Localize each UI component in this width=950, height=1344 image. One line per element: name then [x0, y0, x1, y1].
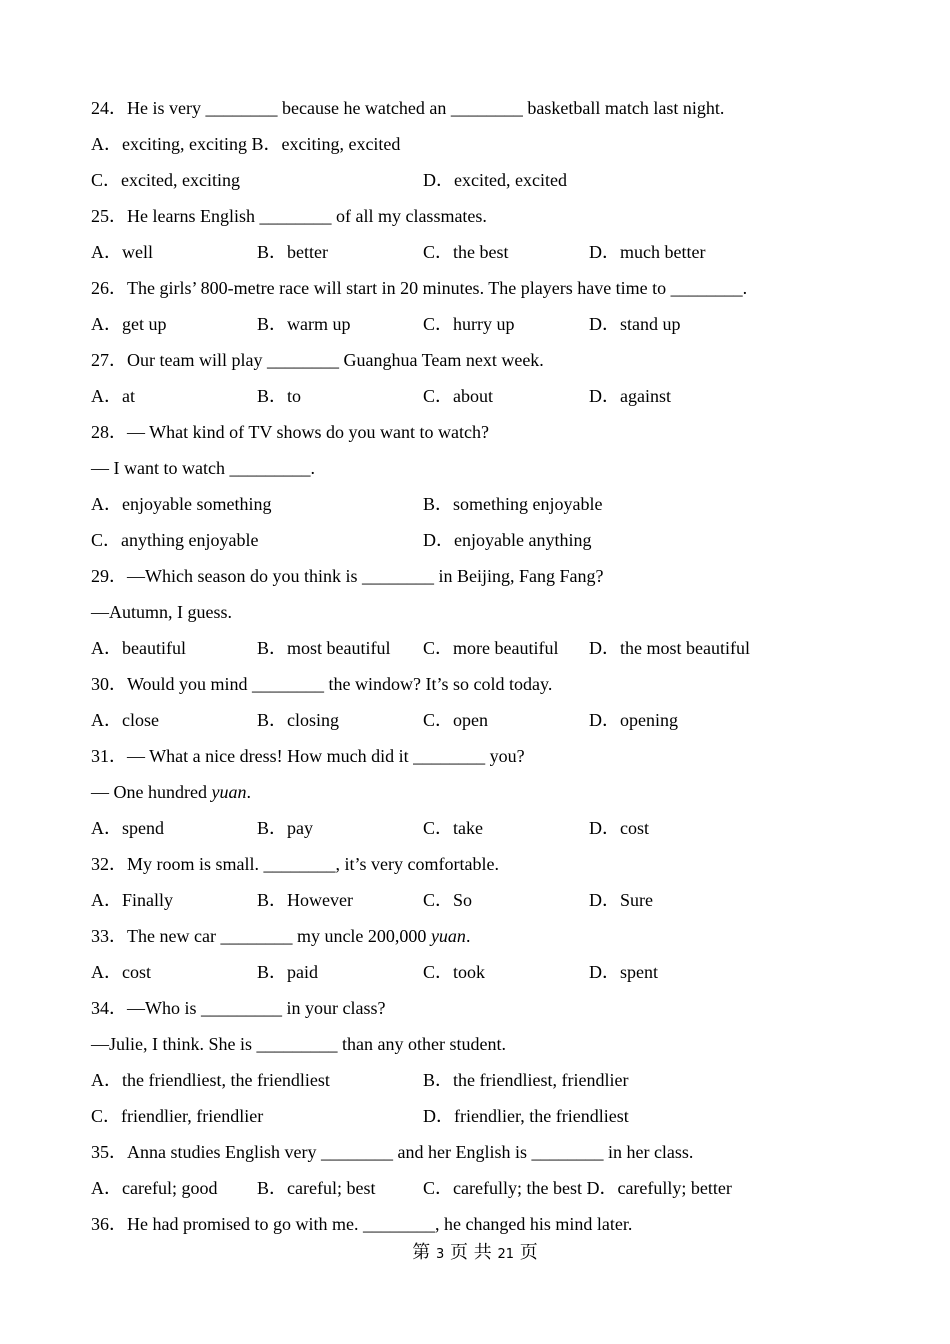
- reply-text: — One hundred: [91, 782, 212, 802]
- option[interactable]: B．better: [257, 242, 328, 262]
- option[interactable]: D．excited, excited: [423, 170, 567, 190]
- option[interactable]: D．much better: [589, 242, 706, 262]
- option[interactable]: A．at: [91, 386, 135, 406]
- option[interactable]: B．careful; best: [257, 1178, 376, 1198]
- question-stem: 28．— What kind of TV shows do you want to watch?: [91, 422, 489, 442]
- question-stem: 27．Our team will play ________ Guanghua Team next week.: [91, 350, 544, 370]
- option[interactable]: D．cost: [589, 818, 649, 838]
- option[interactable]: C．hurry up: [423, 314, 515, 334]
- option[interactable]: C．open: [423, 710, 488, 730]
- option[interactable]: A．spend: [91, 818, 164, 838]
- question-stem: 29．—Which season do you think is ________ in Beijing, Fang Fang?: [91, 566, 604, 586]
- page-footer: [0, 1242, 950, 1266]
- option[interactable]: C．carefully; the best D．carefully; better: [423, 1178, 732, 1198]
- option[interactable]: D．spent: [589, 962, 658, 982]
- footer-suffix: 页: [519, 1242, 538, 1263]
- question-stem: 30．Would you mind ________ the window? It’s so cold today.: [91, 674, 553, 694]
- question-stem: 34．—Who is _________ in your class?: [91, 998, 386, 1018]
- option[interactable]: C．took: [423, 962, 486, 982]
- reply-punct: .: [246, 782, 251, 802]
- footer-middle: 页 共: [450, 1242, 492, 1263]
- option[interactable]: B．the friendliest, friendlier: [423, 1070, 629, 1090]
- option[interactable]: B．most beautiful: [257, 638, 391, 658]
- option[interactable]: A．Finally: [91, 890, 174, 910]
- option[interactable]: C．So: [423, 890, 473, 910]
- question-stem: 32．My room is small. ________, it’s very comfortable.: [91, 854, 499, 874]
- stem-italic-word: yuan: [430, 926, 466, 946]
- option[interactable]: A．well: [91, 242, 153, 262]
- question-stem: 31．— What a nice dress! How much did it ________ you?: [91, 746, 525, 766]
- question-stem: 25．He learns English ________ of all my classmates.: [91, 206, 487, 226]
- option[interactable]: A．get up: [91, 314, 167, 334]
- option[interactable]: D．friendlier, the friendliest: [423, 1106, 629, 1126]
- question-stem: 26．The girls’ 800-metre race will start in 20 minutes. The players have time to ________.: [91, 278, 748, 298]
- option[interactable]: B．closing: [257, 710, 340, 730]
- option[interactable]: D．enjoyable anything: [423, 530, 592, 550]
- option[interactable]: D．Sure: [589, 890, 653, 910]
- reply-italic-word: yuan: [211, 782, 247, 802]
- option[interactable]: B．warm up: [257, 314, 351, 334]
- option[interactable]: A．cost: [91, 962, 151, 982]
- option[interactable]: C．friendlier, friendlier: [91, 1106, 264, 1126]
- option[interactable]: C．excited, exciting: [91, 170, 240, 190]
- option[interactable]: A．exciting, exciting B．exciting, excited: [91, 134, 401, 154]
- option[interactable]: A．beautiful: [91, 638, 186, 658]
- current-page-number: 3: [435, 1247, 445, 1262]
- total-pages-number: 21: [497, 1247, 515, 1262]
- option[interactable]: A．enjoyable something: [91, 494, 272, 514]
- option[interactable]: C．about: [423, 386, 493, 406]
- option[interactable]: B．However: [257, 890, 353, 910]
- option[interactable]: B．pay: [257, 818, 313, 838]
- option[interactable]: C．take: [423, 818, 483, 838]
- question-stem-reply: — I want to watch _________.: [91, 458, 315, 478]
- option[interactable]: D．stand up: [589, 314, 681, 334]
- question-stem: 35．Anna studies English very ________ and her English is ________ in her class.: [91, 1142, 694, 1162]
- question-stem: 36．He had promised to go with me. ________, he changed his mind later.: [91, 1214, 633, 1234]
- option[interactable]: A．the friendliest, the friendliest: [91, 1070, 330, 1090]
- option[interactable]: C．anything enjoyable: [91, 530, 259, 550]
- question-stem-reply: —Autumn, I guess.: [91, 602, 232, 622]
- option[interactable]: D．against: [589, 386, 671, 406]
- stem-text: 33．The new car ________ my uncle 200,000: [91, 926, 431, 946]
- option[interactable]: B．paid: [257, 962, 318, 982]
- option[interactable]: B．to: [257, 386, 302, 406]
- option[interactable]: B．something enjoyable: [423, 494, 603, 514]
- question-stem: 24．He is very ________ because he watched an ________ basketball match last night.: [91, 98, 725, 118]
- question-stem: [91, 925, 470, 947]
- option[interactable]: D．opening: [589, 710, 678, 730]
- option[interactable]: A．careful; good: [91, 1178, 218, 1198]
- option[interactable]: C．more beautiful: [423, 638, 559, 658]
- question-stem-reply: —Julie, I think. She is _________ than any other student.: [91, 1034, 506, 1054]
- option[interactable]: C．the best: [423, 242, 509, 262]
- stem-punct: .: [465, 926, 471, 946]
- question-stem-reply: [91, 781, 251, 803]
- option[interactable]: A．close: [91, 710, 159, 730]
- option[interactable]: D．the most beautiful: [589, 638, 750, 658]
- footer-prefix: 第: [412, 1242, 431, 1263]
